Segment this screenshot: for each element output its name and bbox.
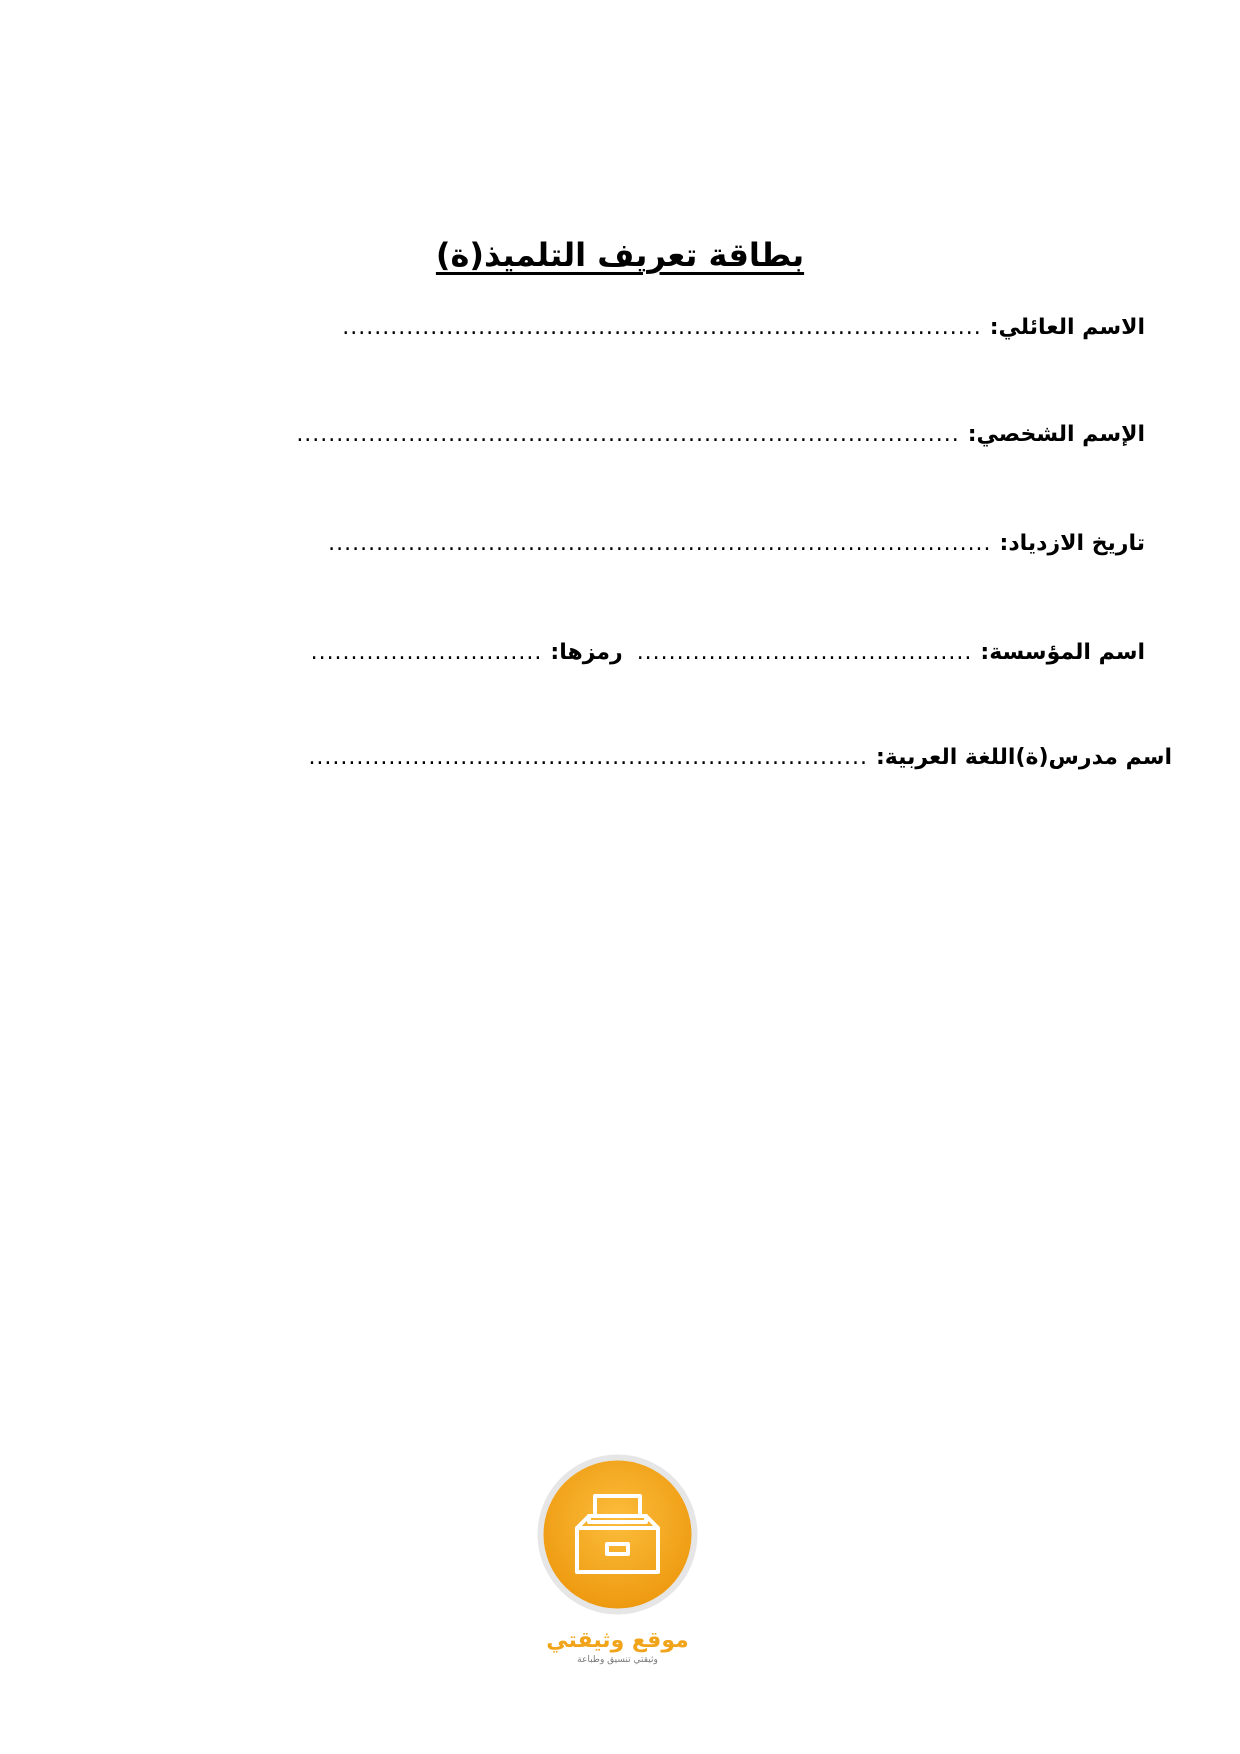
family-name-label: الاسم العائلي: <box>989 315 1145 340</box>
birth-date-field <box>175 531 1145 571</box>
brand-tagline: وثيقتي تنسيق وطباعة <box>577 1655 658 1665</box>
school-name-label: اسم المؤسسة: <box>980 640 1145 665</box>
arabic-teacher-label: اسم مدرس(ة)اللغة العربية: <box>875 745 1172 770</box>
birth-date-label: تاريخ الازدياد: <box>999 531 1145 556</box>
brand <box>520 1628 715 1666</box>
birth-date-blank: ................................................................................... <box>328 531 992 556</box>
school-name-blank: .......................................... <box>636 640 973 665</box>
school-code-blank: ............................. <box>310 640 543 665</box>
arabic-teacher-blank: ...................................................................... <box>308 745 868 770</box>
first-name-label: الإسم الشخصي: <box>967 422 1145 447</box>
family-name-field <box>175 315 1145 355</box>
page-title: بطاقة تعريف التلميذ(ة) <box>435 236 805 274</box>
family-name-blank: ................................................................................ <box>342 315 982 340</box>
arabic-teacher-field <box>172 745 1172 785</box>
archive-drawer-icon <box>535 1452 700 1617</box>
brand-name: موقع وثيقتي <box>546 1628 689 1653</box>
first-name-blank: ................................................................................... <box>296 422 960 447</box>
school-field <box>175 640 1145 680</box>
school-code-label: رمزها: <box>550 640 623 665</box>
first-name-field <box>175 422 1145 462</box>
